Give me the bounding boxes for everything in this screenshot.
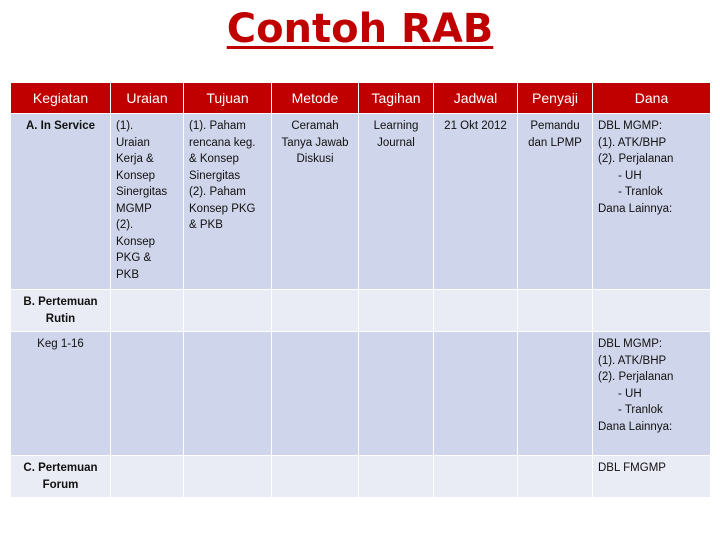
cell-kegiatan (11, 456, 111, 498)
cell-line: Uraian (116, 136, 150, 149)
cell-jadwal (434, 456, 518, 498)
cell-line: (1). Paham (189, 120, 246, 132)
cell-line: B. Pertemuan (23, 296, 98, 308)
cell-tujuan (184, 456, 272, 498)
cell-line: & PKB (189, 219, 223, 231)
cell-line: rencana keg. (189, 136, 256, 149)
slide-title: Contoh RAB (226, 6, 494, 52)
cell-line: DBL MGMP: (598, 120, 663, 132)
cell-line: (1). (116, 120, 134, 132)
table-row (11, 114, 711, 290)
cell-line: Sinergitas (189, 169, 241, 182)
header-penyaji: Penyaji (518, 83, 593, 114)
cell-tujuan (184, 332, 272, 456)
cell-line: Learning (373, 120, 419, 132)
cell-line: Diskusi (296, 153, 334, 165)
cell-line: Konsep PKG (189, 202, 256, 215)
cell-line: (1). ATK/BHP (598, 136, 667, 149)
table-row (11, 456, 711, 498)
cell-dana (593, 332, 711, 456)
cell-jadwal: 21 Okt 2012 (434, 114, 518, 290)
cell-line: Dana Lainnya: (598, 420, 673, 433)
cell-line: (2). (116, 219, 134, 231)
header-jadwal: Jadwal (434, 83, 518, 114)
cell-line: Dana Lainnya: (598, 202, 673, 215)
cell-line: Forum (42, 478, 79, 491)
cell-line: dan LPMP (528, 136, 582, 149)
cell-line: (1). ATK/BHP (598, 354, 667, 367)
cell-line: - Tranlok (618, 404, 663, 416)
cell-line: Rutin (45, 312, 76, 325)
cell-tagihan (359, 290, 434, 332)
cell-line: Tanya Jawab (281, 136, 349, 149)
cell-metode (272, 290, 359, 332)
cell-line: Kerja & (116, 153, 154, 165)
cell-uraian (111, 456, 184, 498)
cell-line: - UH (618, 169, 642, 182)
cell-line: PKB (116, 268, 140, 281)
cell-penyaji (518, 332, 593, 456)
header-tagihan: Tagihan (359, 83, 434, 114)
cell-line: (2). Perjalanan (598, 371, 674, 383)
cell-line: C. Pertemuan (23, 462, 98, 474)
cell-uraian (111, 290, 184, 332)
cell-jadwal (434, 290, 518, 332)
cell-line: Konsep (116, 235, 156, 248)
cell-tagihan (359, 114, 434, 290)
cell-line: MGMP (116, 202, 152, 215)
cell-penyaji (518, 456, 593, 498)
cell-penyaji (518, 290, 593, 332)
cell-line: DBL MGMP: (598, 338, 663, 350)
cell-tujuan (184, 114, 272, 290)
cell-line: Sinergitas (116, 186, 168, 198)
cell-line: Konsep (116, 169, 156, 182)
cell-metode (272, 456, 359, 498)
cell-line: & Konsep (189, 153, 239, 165)
header-tujuan: Tujuan (184, 83, 272, 114)
cell-line: PKG & (116, 252, 152, 264)
cell-kegiatan (11, 290, 111, 332)
cell-tagihan (359, 332, 434, 456)
cell-penyaji (518, 114, 593, 290)
cell-uraian (111, 332, 184, 456)
cell-dana (593, 290, 711, 332)
cell-line: (2). Paham (189, 186, 246, 198)
cell-line: Ceramah (291, 120, 339, 132)
cell-metode (272, 114, 359, 290)
header-kegiatan: Kegiatan (11, 83, 111, 114)
rab-table (10, 82, 711, 498)
header-metode: Metode (272, 83, 359, 114)
cell-kegiatan: Keg 1-16 (11, 332, 111, 456)
header-uraian: Uraian (111, 83, 184, 114)
table-row (11, 290, 711, 332)
table-row (11, 332, 711, 456)
cell-metode (272, 332, 359, 456)
cell-line: Journal (377, 136, 415, 149)
header-dana: Dana (593, 83, 711, 114)
cell-dana (593, 114, 711, 290)
cell-line: - Tranlok (618, 186, 663, 198)
cell-line: Pemandu (530, 120, 580, 132)
cell-jadwal (434, 332, 518, 456)
cell-tujuan (184, 290, 272, 332)
cell-uraian (111, 114, 184, 290)
cell-line: (2). Perjalanan (598, 153, 674, 165)
cell-tagihan (359, 456, 434, 498)
header-row (11, 83, 711, 114)
cell-dana: DBL FMGMP (593, 456, 711, 498)
cell-kegiatan: A. In Service (11, 114, 111, 290)
cell-line: - UH (618, 387, 642, 400)
